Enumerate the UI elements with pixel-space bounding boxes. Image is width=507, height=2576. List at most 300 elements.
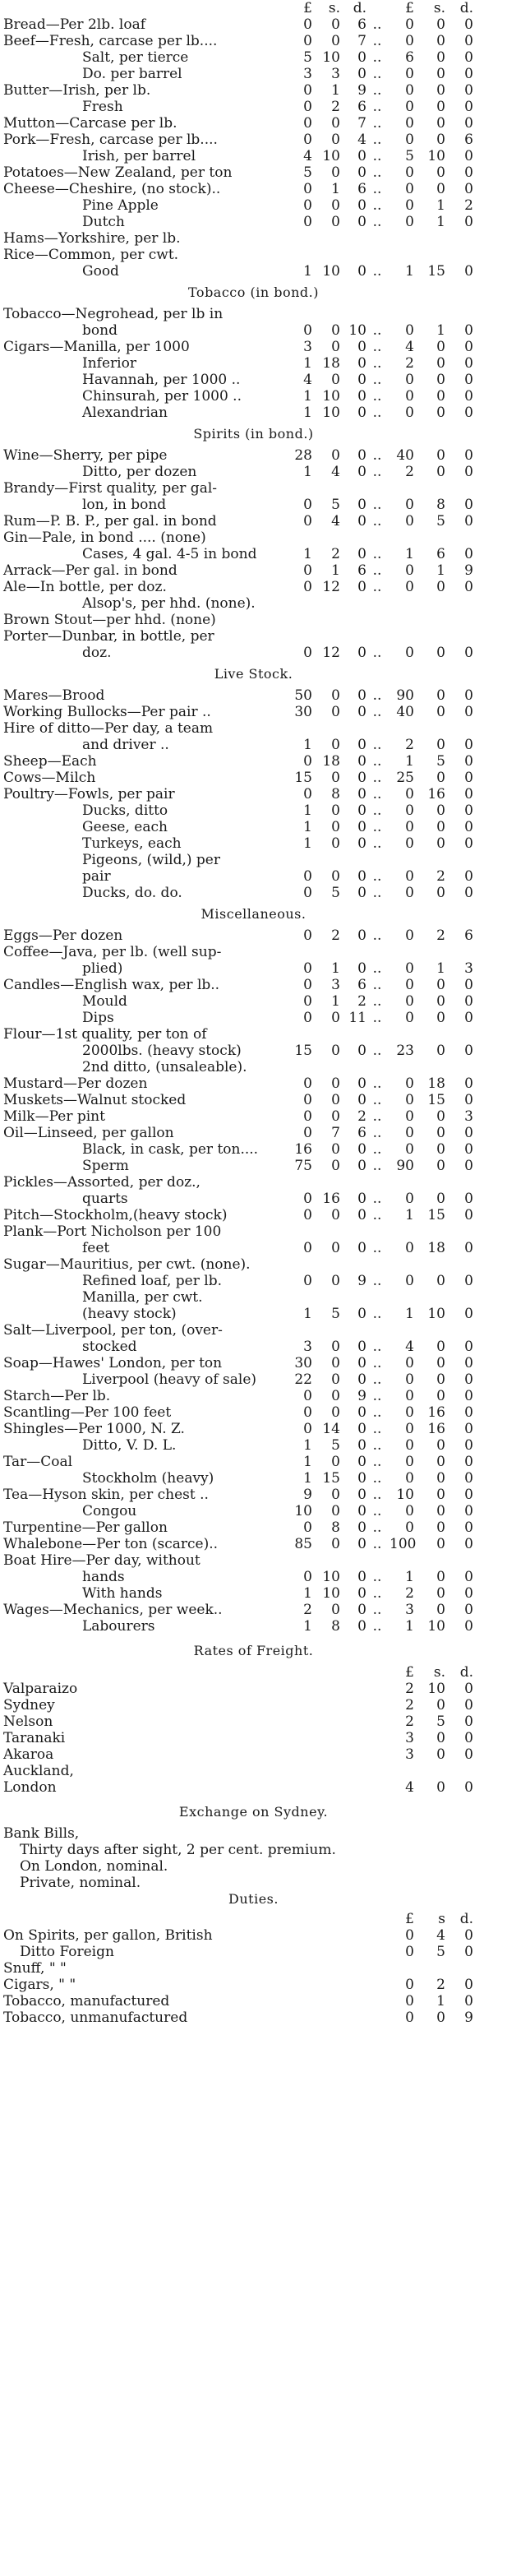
price-row [0,977,507,993]
price-value: 2 [357,993,366,1010]
price-value: 6 [357,181,366,197]
price-value: 1 [436,197,445,214]
price-value: 0 [464,1569,473,1585]
item-name: Pork—Fresh, carcase per lb.... [3,132,218,148]
price-value: 0 [357,1437,366,1454]
price-value: 0 [331,197,340,214]
price-value: 0 [331,1207,340,1223]
price-value: 75 [294,1158,312,1174]
price-value: 0 [436,1125,445,1141]
item-name: Brown Stout—per hhd. (none) [3,612,216,628]
item-name: Mares—Brood [3,687,105,704]
range-separator: .. [372,1421,382,1437]
item-name: Arrack—Per gal. in bond [3,562,177,579]
price-value: 0 [303,1569,312,1585]
price-value: 0 [303,645,312,661]
price-value: 0 [405,1273,414,1289]
price-value: 0 [303,214,312,230]
item-name: Cases, 4 gal. 4-5 in bond [82,546,257,562]
item-name: Salt, per tierce [82,49,189,66]
range-separator: .. [372,115,382,132]
price-row [0,530,507,546]
duty-row [0,2009,507,2026]
price-value: 1 [303,388,312,405]
price-value: 0 [357,546,366,562]
item-name: Cows—Milch [3,770,96,786]
range-separator: .. [372,339,382,355]
price-row [0,1043,507,1059]
range-separator: .. [372,66,382,82]
freight-header-c3: d. [459,1664,473,1681]
price-value: 0 [405,819,414,835]
price-row [0,263,507,280]
range-separator: .. [372,132,382,148]
duty-item: Tobacco, unmanufactured [3,2009,188,2026]
price-value: 0 [436,1339,445,1355]
price-value: 0 [464,214,473,230]
price-value: 0 [357,1207,366,1223]
price-value: 11 [348,1010,366,1026]
range-separator: .. [372,1618,382,1635]
price-row [0,960,507,977]
price-value: 0 [464,645,473,661]
price-value: 2 [357,1108,366,1125]
price-value: 0 [303,1519,312,1536]
price-value: 0 [357,1421,366,1437]
price-value: 0 [405,322,414,339]
price-value: 10 [322,388,340,405]
range-separator: .. [372,1355,382,1371]
price-value: 0 [405,927,414,944]
price-row [0,852,507,868]
range-separator: .. [372,99,382,115]
price-value: 0 [464,355,473,372]
price-value: 3 [303,66,312,82]
price-value: 0 [405,181,414,197]
freight-value: 2 [405,1713,414,1730]
price-value: 0 [357,66,366,82]
section-heading: Miscellaneous. [200,906,307,922]
price-value: 0 [464,786,473,802]
range-separator: .. [372,927,382,944]
price-value: 5 [331,1306,340,1322]
item-name: Plank—Port Nicholson per 100 [3,1223,222,1240]
price-value: 0 [405,16,414,33]
range-separator: .. [372,786,382,802]
item-name: Sheep—Each [3,753,97,770]
price-row [0,819,507,835]
price-value: 0 [331,802,340,819]
item-name: Labourers [82,1618,155,1635]
price-value: 30 [294,1355,312,1371]
price-value: 0 [436,1043,445,1059]
item-name: and driver .. [82,737,169,753]
range-separator: .. [372,405,382,421]
duty-item: Ditto Foreign [20,1944,114,1960]
price-value: 0 [464,497,473,513]
price-value: 0 [331,1108,340,1125]
item-name: Coffee—Java, per lb. (well sup- [3,944,222,960]
price-value: 0 [331,819,340,835]
price-value: 9 [303,1487,312,1503]
price-value: 16 [294,1141,312,1158]
price-value: 0 [464,546,473,562]
price-value: 0 [357,1075,366,1092]
price-value: 0 [303,1075,312,1092]
item-name: Do. per barrel [82,66,182,82]
item-name: 2nd ditto, (unsaleable). [82,1059,247,1075]
price-value: 16 [427,786,445,802]
price-value: 0 [357,339,366,355]
price-value: 1 [303,1618,312,1635]
price-row [0,1404,507,1421]
price-row [0,720,507,737]
price-value: 6 [357,562,366,579]
item-name: Eggs—Per dozen [3,927,123,944]
duties-title: Duties. [228,1891,279,1907]
section-heading: Spirits (in bond.) [193,426,314,442]
range-separator: .. [372,388,382,405]
price-value: 0 [464,1371,473,1388]
price-row [0,99,507,115]
price-value: 0 [357,447,366,464]
header-c5: s. [433,0,445,16]
item-name: Muskets—Walnut stocked [3,1092,187,1108]
range-separator: .. [372,770,382,786]
item-name: feet [82,1240,110,1256]
price-value: 0 [303,960,312,977]
item-name: Whalebone—Per ton (scarce).. [3,1536,219,1552]
price-value: 0 [464,1421,473,1437]
item-name: Tobacco—Negrohead, per lb in [3,306,224,322]
price-value: 1 [303,355,312,372]
price-value: 100 [389,1536,417,1552]
price-value: 12 [322,579,340,595]
item-name: With hands [82,1585,163,1602]
price-value: 2 [405,1585,414,1602]
range-separator: .. [372,197,382,214]
item-name: Flour—1st quality, per ton of [3,1026,207,1043]
price-row [0,1026,507,1043]
price-value: 0 [405,1092,414,1108]
price-value: 1 [405,1207,414,1223]
price-value: 4 [303,372,312,388]
item-name: Ditto, V. D. L. [82,1437,177,1454]
exchange-line: Thirty days after sight, 2 per cent. premium. [20,1842,336,1858]
item-name: Salt—Liverpool, per ton, (over- [3,1322,223,1339]
price-value: 18 [322,753,340,770]
price-value: 0 [436,355,445,372]
price-row [0,1059,507,1075]
price-value: 0 [405,197,414,214]
price-value: 0 [331,1503,340,1519]
price-value: 3 [303,339,312,355]
price-row [0,562,507,579]
item-name: Turkeys, each [82,835,182,852]
price-value: 0 [303,786,312,802]
price-value: 0 [357,513,366,530]
price-value: 0 [331,770,340,786]
range-separator: .. [372,1010,382,1026]
item-name: Alsop's, per hhd. (none). [82,595,256,612]
price-row [0,115,507,132]
price-value: 0 [303,1421,312,1437]
price-value: 0 [436,1141,445,1158]
price-value: 0 [436,687,445,704]
price-value: 0 [357,704,366,720]
price-row [0,704,507,720]
price-value: 0 [436,33,445,49]
price-value: 0 [405,960,414,977]
price-value: 0 [357,1487,366,1503]
item-name: Brandy—First quality, per gal- [3,480,218,497]
price-value: 9 [357,1388,366,1404]
price-value: 0 [357,579,366,595]
price-row [0,513,507,530]
price-value: 0 [464,82,473,99]
range-separator: .. [372,1125,382,1141]
price-value: 0 [436,1108,445,1125]
price-row [0,628,507,645]
price-value: 0 [464,464,473,480]
price-value: 0 [357,1404,366,1421]
price-value: 0 [405,1503,414,1519]
price-row [0,1585,507,1602]
price-value: 1 [331,82,340,99]
duties-header-c1: £ [405,1911,414,1927]
range-separator: .. [372,977,382,993]
price-value: 10 [322,405,340,421]
price-value: 0 [464,737,473,753]
price-value: 0 [405,372,414,388]
price-value: 0 [331,1043,340,1059]
price-value: 0 [357,405,366,421]
price-value: 0 [357,868,366,885]
range-separator: .. [372,753,382,770]
item-name: quarts [82,1191,128,1207]
price-value: 0 [303,1092,312,1108]
range-separator: .. [372,1075,382,1092]
item-name: Rum—P. B. P., per gal. in bond [3,513,217,530]
price-value: 0 [464,405,473,421]
price-row [0,306,507,322]
price-value: 0 [331,372,340,388]
freight-value: 3 [405,1730,414,1746]
price-row [0,322,507,339]
price-value: 8 [331,1618,340,1635]
price-value: 0 [357,164,366,181]
price-value: 0 [436,16,445,33]
price-value: 0 [303,1207,312,1223]
price-value: 0 [331,1487,340,1503]
price-value: 4 [331,464,340,480]
range-separator: .. [372,1569,382,1585]
price-row [0,1552,507,1569]
price-row [0,148,507,164]
freight-header-c2: s. [433,1664,445,1681]
price-value: 6 [405,49,414,66]
price-value: 3 [331,66,340,82]
price-value: 28 [294,447,312,464]
range-separator: .. [372,164,382,181]
range-separator: .. [372,1404,382,1421]
price-row [0,82,507,99]
price-value: 0 [436,388,445,405]
price-value: 0 [303,753,312,770]
price-value: 1 [331,993,340,1010]
price-row [0,1519,507,1536]
price-value: 1 [331,960,340,977]
price-value: 0 [303,322,312,339]
duty-value: 0 [405,1927,414,1944]
price-value: 0 [464,1470,473,1487]
price-value: 10 [322,1569,340,1585]
price-value: 1 [405,753,414,770]
duty-value: 0 [464,1977,473,1993]
price-value: 0 [331,1355,340,1371]
price-row [0,1569,507,1585]
price-value: 0 [357,645,366,661]
item-name: Boat Hire—Per day, without [3,1552,200,1569]
range-separator: .. [372,322,382,339]
price-value: 0 [303,16,312,33]
item-name: Gin—Pale, in bond .... (none) [3,530,206,546]
price-row [0,1273,507,1289]
header-c6: d. [459,0,473,16]
range-separator: .. [372,16,382,33]
price-value: 3 [331,977,340,993]
header-c2: s. [328,0,340,16]
price-row [0,1174,507,1191]
item-name: Bread—Per 2lb. loaf [3,16,146,33]
price-value: 0 [464,164,473,181]
range-separator: .. [372,802,382,819]
duty-value: 0 [436,2009,445,2026]
price-row [0,181,507,197]
price-value: 0 [436,1503,445,1519]
price-value: 2 [331,99,340,115]
range-separator: .. [372,372,382,388]
price-row [0,405,507,421]
price-value: 0 [464,1273,473,1289]
price-value: 0 [357,1306,366,1322]
price-value: 0 [464,1240,473,1256]
price-value: 50 [294,687,312,704]
duty-value: 0 [405,2009,414,2026]
item-name: Liverpool (heavy of sale) [82,1371,257,1388]
price-value: 0 [405,885,414,901]
price-value: 0 [464,1602,473,1618]
price-row [0,49,507,66]
price-row [0,1536,507,1552]
freight-place: Auckland, [3,1763,74,1779]
freight-header-c1: £ [405,1664,414,1681]
freight-value: 0 [436,1779,445,1796]
price-value: 3 [405,1602,414,1618]
price-row [0,1503,507,1519]
freight-place: Taranaki [3,1730,66,1746]
price-value: 0 [405,115,414,132]
range-separator: .. [372,1371,382,1388]
price-value: 0 [436,1273,445,1289]
price-value: 0 [464,579,473,595]
price-row [0,1355,507,1371]
duty-value: 0 [405,1977,414,1993]
price-value: 4 [331,513,340,530]
item-name: Good [82,263,119,280]
price-value: 15 [427,263,445,280]
price-row [0,835,507,852]
price-row [0,197,507,214]
price-value: 0 [436,339,445,355]
exchange-line: Bank Bills, [3,1825,80,1842]
price-value: 5 [331,1437,340,1454]
price-column-header [0,0,507,16]
price-row [0,247,507,263]
price-row [0,66,507,82]
price-value: 0 [405,802,414,819]
price-value: 8 [436,497,445,513]
price-value: 6 [357,1125,366,1141]
item-name: Geese, each [82,819,168,835]
price-value: 3 [464,960,473,977]
price-value: 0 [331,1454,340,1470]
price-value: 0 [464,868,473,885]
price-value: 90 [396,1158,414,1174]
price-value: 0 [303,977,312,993]
freight-row [0,1697,507,1713]
price-row [0,1306,507,1322]
item-name: Wages—Mechanics, per week.. [3,1602,223,1618]
freight-row [0,1730,507,1746]
price-row [0,645,507,661]
range-separator: .. [372,497,382,513]
freight-value: 0 [464,1730,473,1746]
price-value: 0 [303,82,312,99]
price-value: 0 [436,802,445,819]
price-value: 0 [303,1240,312,1256]
range-separator: .. [372,1536,382,1552]
range-separator: .. [372,82,382,99]
price-value: 0 [357,770,366,786]
price-value: 0 [303,885,312,901]
price-value: 0 [436,372,445,388]
price-value: 0 [464,1454,473,1470]
price-value: 6 [357,977,366,993]
price-value: 5 [303,164,312,181]
freight-value: 2 [405,1681,414,1697]
price-value: 0 [436,66,445,82]
range-separator: .. [372,1158,382,1174]
range-separator: .. [372,447,382,464]
freight-row [0,1681,507,1697]
price-value: 0 [464,1487,473,1503]
price-value: 0 [464,181,473,197]
price-value: 0 [405,405,414,421]
range-separator: .. [372,1141,382,1158]
price-value: 0 [303,1125,312,1141]
freight-place: Sydney [3,1697,55,1713]
price-value: 0 [436,1388,445,1404]
price-value: 0 [436,181,445,197]
price-value: 7 [331,1125,340,1141]
range-separator: .. [372,1092,382,1108]
price-value: 0 [405,1519,414,1536]
price-value: 0 [331,704,340,720]
price-value: 0 [405,868,414,885]
duties-header-c2: s [438,1911,445,1927]
price-value: 0 [357,1536,366,1552]
